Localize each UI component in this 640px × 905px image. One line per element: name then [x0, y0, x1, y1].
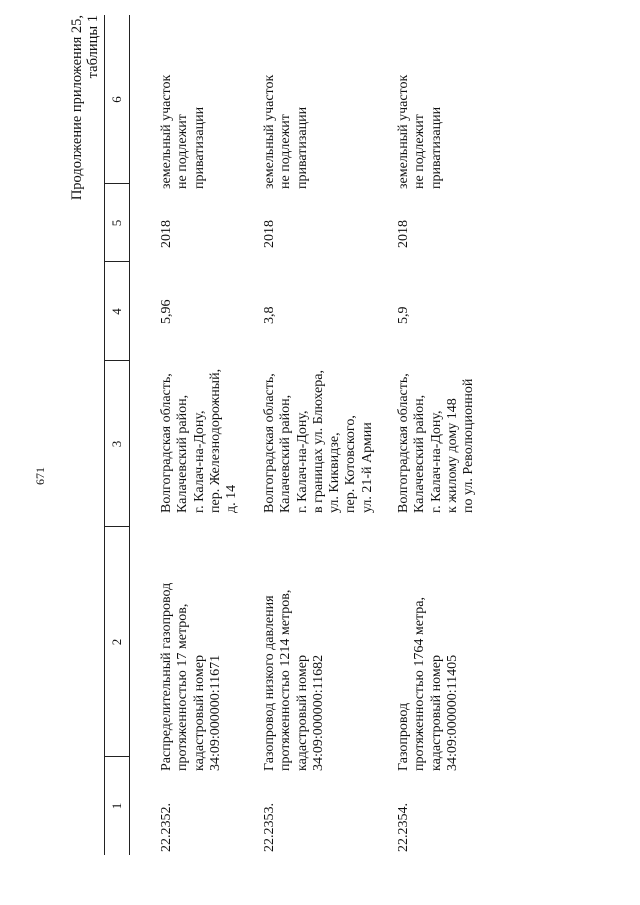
object-description: Газопровод протяженностью 1764 метра, кадастровый номер 34:09:000000:11405	[396, 597, 460, 771]
note-cell: земельный участок не подлежит приватизации	[262, 74, 310, 189]
object-description: Газопровод низкого давления протяженностью 1214 метров, кадастровый номер 34:09:000000:11682	[262, 589, 326, 771]
continuation-caption-line-1: Продолжение приложения 25,	[69, 15, 85, 201]
page-number: 671	[33, 467, 47, 485]
note-cell: земельный участок не подлежит приватизации	[396, 74, 444, 189]
row-number: 22.2354.	[396, 803, 411, 852]
value-cell: 5,96	[159, 299, 174, 324]
note-cell: земельный участок не подлежит приватизации	[159, 74, 207, 189]
year-cell: 2018	[396, 220, 411, 248]
year-cell: 2018	[262, 220, 277, 248]
year-cell: 2018	[159, 220, 174, 248]
row-number: 22.2352.	[159, 803, 174, 852]
column-header-5: 5	[109, 219, 124, 227]
object-address: Волгоградская область, Калачевский район, г. Калач-на-Дону, в границах ул. Блюхера, ул. Киквидзе, пер. Котовского, ул. 21-й Армии	[262, 370, 375, 513]
object-description: Распределительный газопровод протяженностью 17 метров, кадастровый номер 34:09:000000:11671	[159, 582, 223, 771]
header-top-border	[104, 15, 105, 855]
continuation-caption-line-2: таблицы 1	[85, 15, 101, 79]
column-header-3: 3	[109, 440, 124, 448]
column-header-2: 2	[109, 638, 124, 646]
value-cell: 5,9	[396, 306, 411, 324]
object-address: Волгоградская область, Калачевский район, г. Калач-на-Дону, к жилому дому 148 по ул. Революционной	[396, 373, 477, 513]
object-address: Волгоградская область, Калачевский район, г. Калач-на-Дону, пер. Железнодорожный, д. 14	[159, 368, 240, 513]
header-bottom-border	[129, 15, 130, 855]
column-header-4: 4	[109, 308, 124, 315]
value-cell: 3,8	[262, 306, 277, 324]
column-header-1: 1	[109, 802, 124, 810]
row-number: 22.2353.	[262, 803, 277, 852]
column-header-6: 6	[109, 96, 124, 103]
